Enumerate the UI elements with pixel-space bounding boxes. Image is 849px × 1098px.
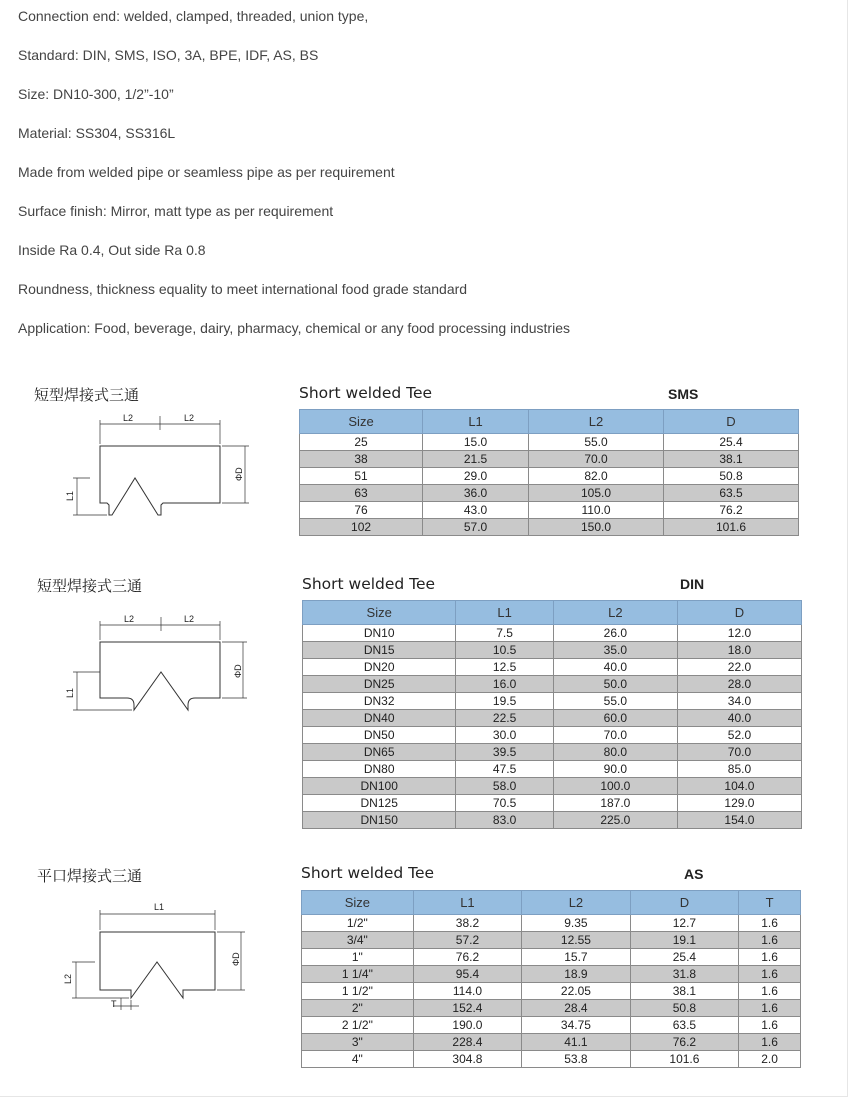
as-l1-label: L1 xyxy=(154,902,165,912)
din-l2-left-label: L2 xyxy=(124,614,135,624)
table-cell: 9.35 xyxy=(522,915,630,932)
table-cell: 187.0 xyxy=(553,795,677,812)
din-header-l2: L2 xyxy=(553,601,677,625)
table-row xyxy=(302,915,801,932)
table-row xyxy=(300,485,799,502)
table-cell: 70.0 xyxy=(529,451,664,468)
table-cell: 85.0 xyxy=(677,761,801,778)
table-cell: 1.6 xyxy=(739,915,801,932)
table-cell: DN20 xyxy=(303,659,456,676)
spec-list xyxy=(18,6,570,357)
spec-material: Material: SS304, SS316L xyxy=(18,125,176,141)
table-cell: 190.0 xyxy=(413,1017,521,1034)
table-cell: 28.4 xyxy=(522,1000,630,1017)
table-cell: 57.0 xyxy=(423,519,529,536)
sms-l2-right-label: L2 xyxy=(184,413,195,423)
table-cell: 1.6 xyxy=(739,966,801,983)
table-cell: DN10 xyxy=(303,625,456,642)
table-row xyxy=(302,1034,801,1051)
din-dimension-table xyxy=(302,600,802,829)
table-cell: 2" xyxy=(302,1000,414,1017)
as-header-t: T xyxy=(739,891,801,915)
sms-l1-label: L1 xyxy=(65,490,75,501)
sms-d-label: ΦD xyxy=(234,467,244,481)
table-cell: 47.5 xyxy=(456,761,553,778)
table-cell: 50.8 xyxy=(664,468,799,485)
table-row xyxy=(303,676,802,693)
table-cell: 19.1 xyxy=(630,932,738,949)
table-cell: 105.0 xyxy=(529,485,664,502)
table-cell: 4" xyxy=(302,1051,414,1068)
as-table-title: Short welded Tee xyxy=(301,864,435,882)
table-cell: 63 xyxy=(300,485,423,502)
spec-pipe: Made from welded pipe or seamless pipe as per requirement xyxy=(18,164,395,180)
table-cell: 25.4 xyxy=(664,434,799,451)
table-cell: 80.0 xyxy=(553,744,677,761)
table-cell: 31.8 xyxy=(630,966,738,983)
sms-l2-left-label: L2 xyxy=(123,413,134,423)
table-cell: DN65 xyxy=(303,744,456,761)
spec-surface: Surface finish: Mirror, matt type as per requirement xyxy=(18,203,334,219)
table-cell: 38 xyxy=(300,451,423,468)
sms-header-d: D xyxy=(664,410,799,434)
sms-header-size: Size xyxy=(300,410,423,434)
table-cell: 25 xyxy=(300,434,423,451)
table-cell: 28.0 xyxy=(677,676,801,693)
table-cell: 7.5 xyxy=(456,625,553,642)
table-row xyxy=(300,502,799,519)
table-cell: 26.0 xyxy=(553,625,677,642)
table-cell: 129.0 xyxy=(677,795,801,812)
table-cell: 34.0 xyxy=(677,693,801,710)
table-cell: 29.0 xyxy=(423,468,529,485)
table-cell: 50.8 xyxy=(630,1000,738,1017)
table-row xyxy=(303,727,802,744)
table-cell: 1.6 xyxy=(739,1034,801,1051)
table-cell: 95.4 xyxy=(413,966,521,983)
table-cell: 110.0 xyxy=(529,502,664,519)
din-d-label: ΦD xyxy=(233,664,243,678)
table-cell: 76.2 xyxy=(413,949,521,966)
table-row xyxy=(300,451,799,468)
table-cell: 22.5 xyxy=(456,710,553,727)
as-header-size: Size xyxy=(302,891,414,915)
as-t-label: T xyxy=(111,999,117,1009)
table-cell: 60.0 xyxy=(553,710,677,727)
table-row xyxy=(302,1000,801,1017)
table-cell: 38.1 xyxy=(664,451,799,468)
table-cell: 1.6 xyxy=(739,932,801,949)
table-cell: 1.6 xyxy=(739,983,801,1000)
table-cell: 41.1 xyxy=(522,1034,630,1051)
table-cell: 12.7 xyxy=(630,915,738,932)
din-standard-label: DIN xyxy=(680,576,705,592)
table-cell: 22.0 xyxy=(677,659,801,676)
table-row xyxy=(300,519,799,536)
table-cell: 30.0 xyxy=(456,727,553,744)
table-cell: DN40 xyxy=(303,710,456,727)
table-row xyxy=(303,693,802,710)
table-row xyxy=(302,932,801,949)
table-cell: 51 xyxy=(300,468,423,485)
sms-standard-label: SMS xyxy=(668,386,699,402)
table-cell: DN125 xyxy=(303,795,456,812)
table-cell: 38.2 xyxy=(413,915,521,932)
table-cell: 70.0 xyxy=(553,727,677,744)
table-cell: 12.0 xyxy=(677,625,801,642)
as-d-label: ΦD xyxy=(231,952,241,966)
table-cell: 15.7 xyxy=(522,949,630,966)
table-cell: 19.5 xyxy=(456,693,553,710)
spec-application: Application: Food, beverage, dairy, pharmacy, chemical or any food processing industries xyxy=(18,320,570,336)
sms-dimension-table xyxy=(299,409,799,536)
as-cn-title: 平口焊接式三通 xyxy=(37,867,143,885)
table-cell: DN100 xyxy=(303,778,456,795)
table-cell: 154.0 xyxy=(677,812,801,829)
table-cell: 1 1/4" xyxy=(302,966,414,983)
table-cell: 1 1/2" xyxy=(302,983,414,1000)
table-row xyxy=(303,710,802,727)
din-tee-drawing xyxy=(60,608,260,728)
din-cn-title: 短型焊接式三通 xyxy=(37,577,143,595)
spec-roughness: Inside Ra 0.4, Out side Ra 0.8 xyxy=(18,242,206,258)
table-cell: 50.0 xyxy=(553,676,677,693)
table-cell: 102 xyxy=(300,519,423,536)
table-row xyxy=(303,795,802,812)
table-cell: 38.1 xyxy=(630,983,738,1000)
table-cell: 53.8 xyxy=(522,1051,630,1068)
table-row xyxy=(303,812,802,829)
sms-header-l1: L1 xyxy=(423,410,529,434)
din-header-l1: L1 xyxy=(456,601,553,625)
table-cell: 104.0 xyxy=(677,778,801,795)
table-cell: 18.0 xyxy=(677,642,801,659)
table-cell: 3/4" xyxy=(302,932,414,949)
table-cell: 1/2" xyxy=(302,915,414,932)
table-row xyxy=(302,966,801,983)
table-cell: 52.0 xyxy=(677,727,801,744)
as-l2-label: L2 xyxy=(63,973,73,984)
table-cell: 150.0 xyxy=(529,519,664,536)
table-cell: 304.8 xyxy=(413,1051,521,1068)
table-cell: 18.9 xyxy=(522,966,630,983)
table-cell: DN150 xyxy=(303,812,456,829)
table-cell: 40.0 xyxy=(677,710,801,727)
table-cell: 225.0 xyxy=(553,812,677,829)
table-cell: DN32 xyxy=(303,693,456,710)
table-cell: 12.55 xyxy=(522,932,630,949)
table-cell: 10.5 xyxy=(456,642,553,659)
spec-standard: Standard: DIN, SMS, ISO, 3A, BPE, IDF, AS, BS xyxy=(18,47,319,63)
table-cell: 70.0 xyxy=(677,744,801,761)
table-cell: 34.75 xyxy=(522,1017,630,1034)
table-cell: 101.6 xyxy=(630,1051,738,1068)
table-cell: 63.5 xyxy=(664,485,799,502)
table-cell: 35.0 xyxy=(553,642,677,659)
sms-header-l2: L2 xyxy=(529,410,664,434)
spec-size: Size: DN10-300, 1/2”-10” xyxy=(18,86,174,102)
table-row xyxy=(303,744,802,761)
table-cell: 57.2 xyxy=(413,932,521,949)
table-cell: 76.2 xyxy=(664,502,799,519)
table-cell: 101.6 xyxy=(664,519,799,536)
spec-roundness: Roundness, thickness equality to meet international food grade standard xyxy=(18,281,468,297)
din-l2-right-label: L2 xyxy=(184,614,195,624)
table-row xyxy=(303,642,802,659)
din-table-title: Short welded Tee xyxy=(302,575,436,593)
table-cell: 39.5 xyxy=(456,744,553,761)
table-cell: 55.0 xyxy=(553,693,677,710)
table-row xyxy=(300,468,799,485)
table-cell: DN50 xyxy=(303,727,456,744)
as-standard-label: AS xyxy=(684,866,704,882)
table-cell: 76 xyxy=(300,502,423,519)
table-row xyxy=(302,983,801,1000)
table-cell: 70.5 xyxy=(456,795,553,812)
spec-connection: Connection end: welded, clamped, threaded, union type, xyxy=(18,8,369,24)
table-cell: 82.0 xyxy=(529,468,664,485)
din-header-d: D xyxy=(677,601,801,625)
table-cell: 40.0 xyxy=(553,659,677,676)
table-cell: DN25 xyxy=(303,676,456,693)
table-cell: 25.4 xyxy=(630,949,738,966)
table-cell: 15.0 xyxy=(423,434,529,451)
table-cell: 2.0 xyxy=(739,1051,801,1068)
table-cell: 22.05 xyxy=(522,983,630,1000)
table-cell: 58.0 xyxy=(456,778,553,795)
table-cell: 90.0 xyxy=(553,761,677,778)
table-row xyxy=(303,659,802,676)
sms-table-title: Short welded Tee xyxy=(299,384,433,402)
table-row xyxy=(303,761,802,778)
sms-tee-drawing xyxy=(60,408,260,528)
table-cell: 1.6 xyxy=(739,1000,801,1017)
table-row xyxy=(302,1017,801,1034)
as-tee-drawing xyxy=(55,895,255,1020)
table-cell: 114.0 xyxy=(413,983,521,1000)
table-cell: 36.0 xyxy=(423,485,529,502)
as-dimension-table xyxy=(301,890,801,1068)
din-l1-label: L1 xyxy=(65,687,75,698)
as-header-d: D xyxy=(630,891,738,915)
table-cell: DN15 xyxy=(303,642,456,659)
table-cell: 16.0 xyxy=(456,676,553,693)
table-cell: 1.6 xyxy=(739,949,801,966)
table-row xyxy=(303,625,802,642)
table-cell: 228.4 xyxy=(413,1034,521,1051)
table-cell: 2 1/2" xyxy=(302,1017,414,1034)
table-cell: 83.0 xyxy=(456,812,553,829)
table-row xyxy=(300,434,799,451)
table-cell: 1.6 xyxy=(739,1017,801,1034)
table-cell: 21.5 xyxy=(423,451,529,468)
table-cell: 100.0 xyxy=(553,778,677,795)
din-header-size: Size xyxy=(303,601,456,625)
table-cell: 43.0 xyxy=(423,502,529,519)
table-cell: 12.5 xyxy=(456,659,553,676)
table-cell: 152.4 xyxy=(413,1000,521,1017)
as-header-l2: L2 xyxy=(522,891,630,915)
as-header-l1: L1 xyxy=(413,891,521,915)
table-row xyxy=(303,778,802,795)
table-row xyxy=(302,949,801,966)
table-cell: 1" xyxy=(302,949,414,966)
table-cell: 63.5 xyxy=(630,1017,738,1034)
table-cell: 55.0 xyxy=(529,434,664,451)
table-cell: 3" xyxy=(302,1034,414,1051)
table-row xyxy=(302,1051,801,1068)
table-cell: DN80 xyxy=(303,761,456,778)
sms-cn-title: 短型焊接式三通 xyxy=(34,386,140,404)
table-cell: 76.2 xyxy=(630,1034,738,1051)
